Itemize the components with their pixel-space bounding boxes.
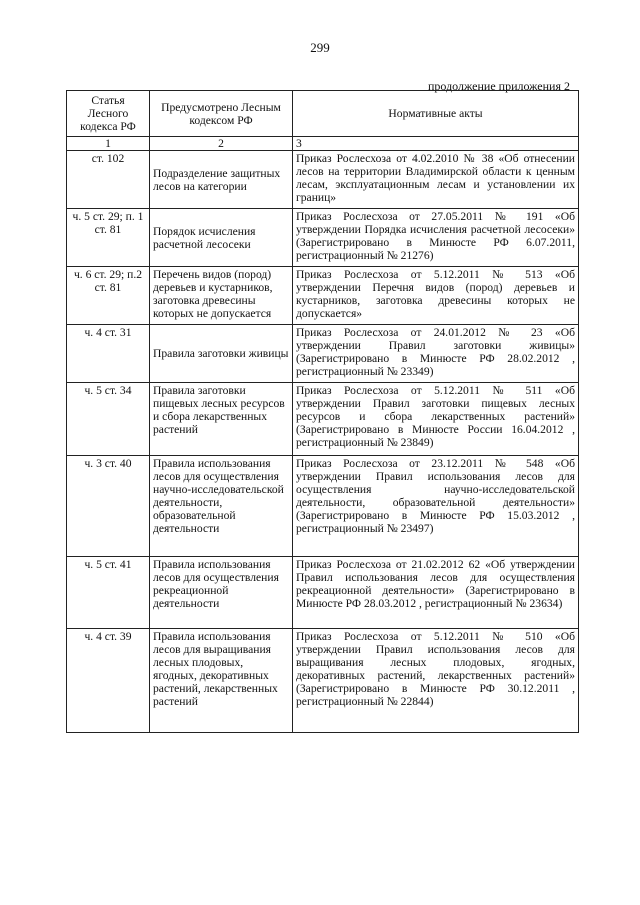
column-number: 3 — [293, 137, 579, 151]
provision-cell: Правила использования лесов для осуществления научно-исследовательской деятельности, образовательной деятельности — [150, 456, 293, 557]
provision-cell: Правила использования лесов для осуществления рекреационной деятельности — [150, 557, 293, 629]
act-cell: Приказ Рослесхоза от 5.12.2011 № 511 «Об утверждении Правил заготовки пищевых лесных ресурсов и сбора лекарственных растений» (Зарегистрировано в Минюсте России 16.04.2012 , регистрационный № 23849) — [293, 383, 579, 456]
provision-cell: Перечень видов (пород) деревьев и кустарников, заготовка древесины которых не допускается — [150, 267, 293, 325]
column-number: 2 — [150, 137, 293, 151]
article-cell: ч. 5 ст. 34 — [67, 383, 150, 456]
continuation-note: продолжение приложения 2 — [428, 79, 570, 93]
header-article: Статья Лесного кодекса РФ — [67, 91, 150, 137]
act-cell: Приказ Рослесхоза от 23.12.2011 № 548 «Об утверждении Правил использования лесов для осуществления научно-исследовательской деятельности, образовательной деятельности» (Зарегистрировано в Минюсте РФ 15.03.2012 , регистрационный № 23497) — [293, 456, 579, 557]
table-row — [67, 267, 579, 325]
table-row — [67, 629, 579, 733]
act-cell: Приказ Рослесхоза от 5.12.2011 № 510 «Об утверждении Правил использования лесов для выращивания лесных плодовых, ягодных, декоративных растений, лекарственных растений» (Зарегистрировано в Минюсте РФ 30.12.2011 , регистрационный № 22844) — [293, 629, 579, 733]
column-number-row — [67, 137, 579, 151]
article-cell: ч. 4 ст. 39 — [67, 629, 150, 733]
provision-cell: Правила использования лесов для выращивания лесных плодовых, ягодных, декоративных растений, лекарственных растений — [150, 629, 293, 733]
table-row — [67, 383, 579, 456]
article-cell: ч. 5 ст. 29; п. 1 ст. 81 — [67, 209, 150, 267]
provision-cell: Порядок исчисления расчетной лесосеки — [150, 209, 293, 267]
header-acts: Нормативные акты — [293, 91, 579, 137]
column-number: 1 — [67, 137, 150, 151]
act-cell: Приказ Рослесхоза от 4.02.2010 № 38 «Об отнесении лесов на территории Владимирской области к ценным лесам, эксплуатационным лесам и установлении их границ» — [293, 151, 579, 209]
table-row — [67, 209, 579, 267]
table-row — [67, 557, 579, 629]
provision-cell: Подразделение защитных лесов на категории — [150, 151, 293, 209]
table-row — [67, 325, 579, 383]
article-cell: ч. 4 ст. 31 — [67, 325, 150, 383]
act-cell: Приказ Рослесхоза от 5.12.2011 № 513 «Об утверждении Перечня видов (пород) деревьев и кустарников, заготовка древесины которых не допускается» — [293, 267, 579, 325]
article-cell: ч. 6 ст. 29; п.2 ст. 81 — [67, 267, 150, 325]
provision-cell: Правила заготовки живицы — [150, 325, 293, 383]
article-cell: ч. 5 ст. 41 — [67, 557, 150, 629]
table-row — [67, 456, 579, 557]
article-cell: ч. 3 ст. 40 — [67, 456, 150, 557]
table-row — [67, 151, 579, 209]
provision-cell: Правила заготовки пищевых лесных ресурсов и сбора лекарственных растений — [150, 383, 293, 456]
header-provision: Предусмотрено Лесным кодексом РФ — [150, 91, 293, 137]
act-cell: Приказ Рослесхоза от 21.02.2012 62 «Об утверждении Правил использования лесов для осуществления рекреационной деятельности» (Зарегистрировано в Минюсте РФ 28.03.2012 , регистрационный № 23634) — [293, 557, 579, 629]
table-header-row — [67, 91, 579, 137]
act-cell: Приказ Рослесхоза от 27.05.2011 № 191 «Об утверждении Порядка исчисления расчетной лесосеки» (Зарегистрировано в Минюсте РФ 6.07.2011, регистрационный № 21276) — [293, 209, 579, 267]
article-cell: ст. 102 — [67, 151, 150, 209]
act-cell: Приказ Рослесхоза от 24.01.2012 № 23 «Об утверждении Правил заготовки живицы» (Зарегистрировано в Минюсте РФ 28.02.2012 , регистрационный № 23349) — [293, 325, 579, 383]
page-number: 299 — [310, 40, 330, 55]
forest-code-table — [66, 90, 579, 733]
